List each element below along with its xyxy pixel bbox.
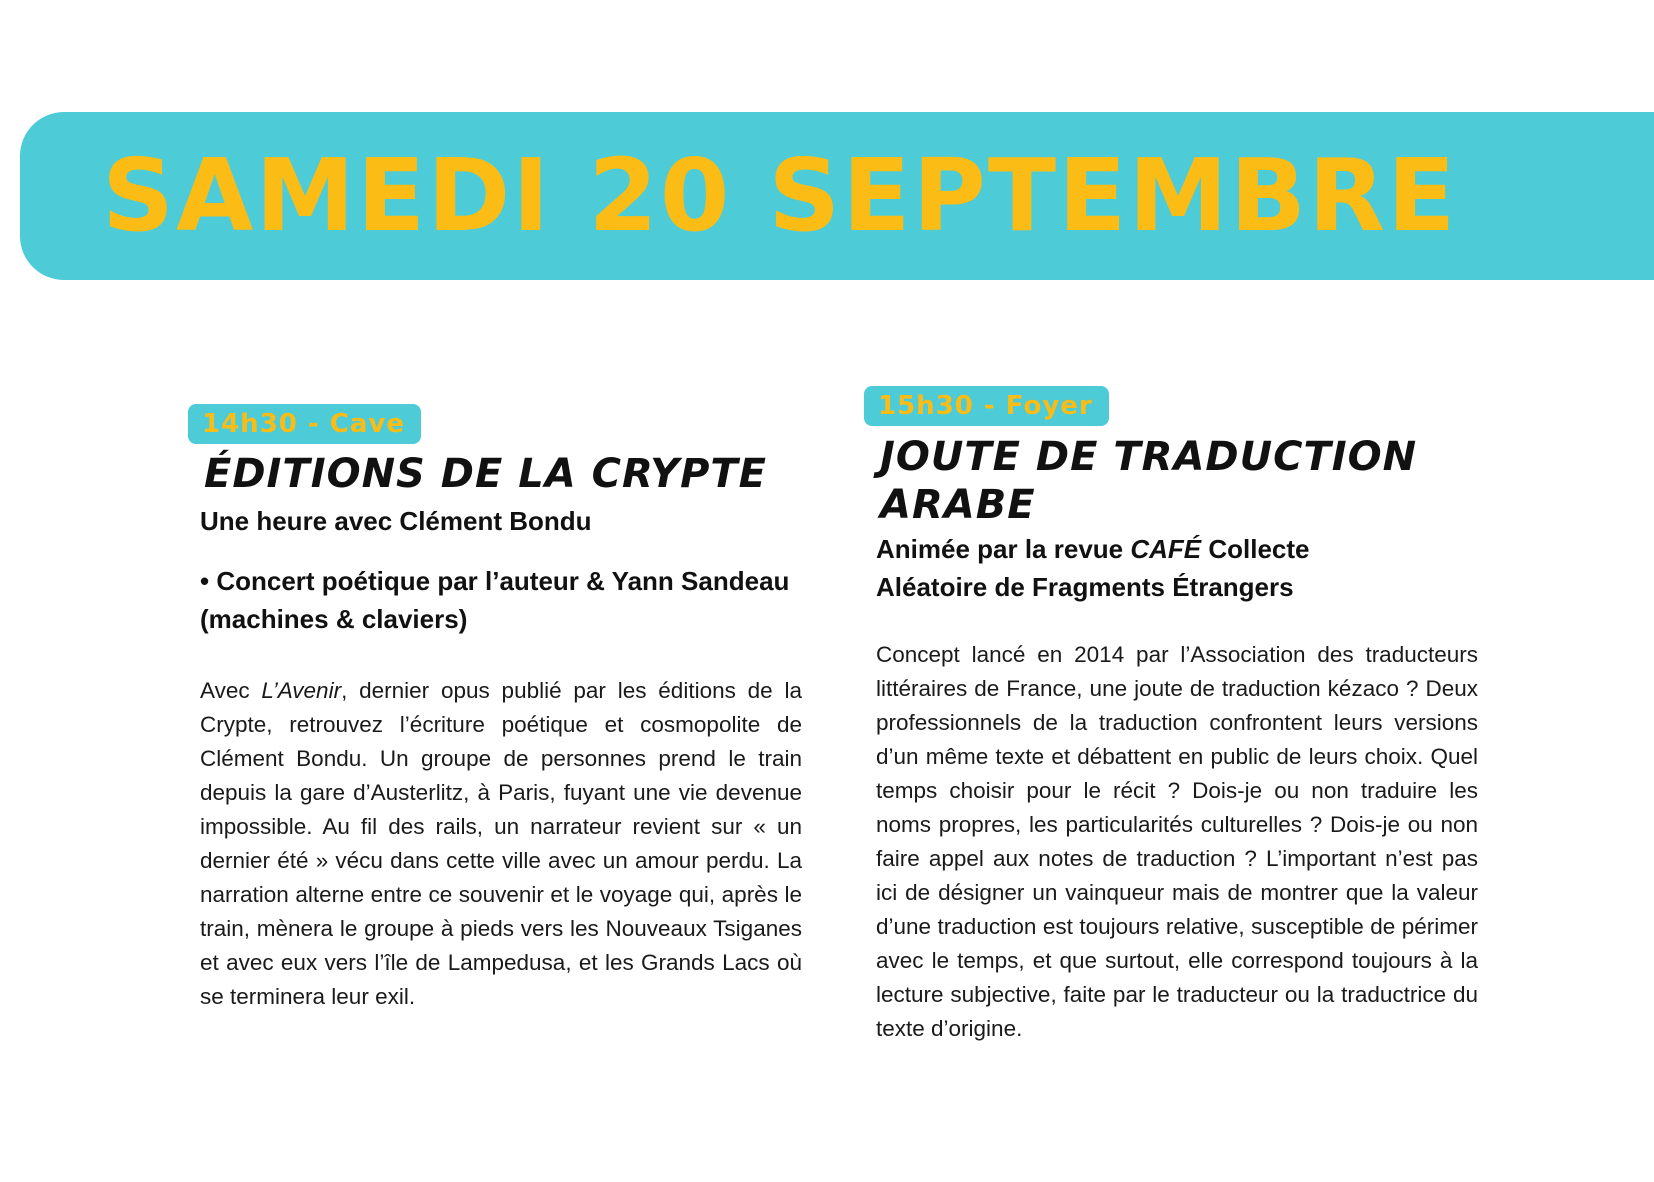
subtitle-rest: Collecte Aléatoire de Fragments Étrangers — [876, 534, 1310, 602]
event-title: JOUTE DE TRADUCTION ARABE — [880, 434, 1418, 528]
event-description: Concept lancé en 2014 par l’Association des traducteurs littéraires de France, une joute de traduction kézaco ? Deux professionnels de la traduction confrontent leurs versions d’un même texte et débattent en public de leurs choix. Quel temps choisir pour le récit ? Dois-je ou non traduire les noms propres, les particularités culturelles ? Dois-je ou non faire appel aux notes de traduction ? L’important n’est pas ici de désigner un vainqueur mais de montrer que la valeur d’une traduction est toujours relative, susceptible de périmer avec le temps, et que surtout, elle correspond toujours à la lecture subjective, faite par le traducteur ou la traductrice du texte d’origine. — [876, 642, 1478, 1041]
book-title: L’Avenir — [261, 678, 342, 703]
subtitle-prefix: Animée par la revue — [876, 534, 1131, 564]
event-program: • Concert poétique par l’auteur & Yann Sandeau (machines & claviers) — [200, 566, 790, 634]
review-name: CAFÉ — [1130, 534, 1202, 564]
date-title: SAMEDI 20 SEPTEMBRE — [102, 137, 1458, 254]
event-subtitle: Une heure avec Clément Bondu — [200, 506, 592, 536]
time-location-tag: 15h30 - Foyer — [864, 386, 1109, 426]
event-description — [200, 674, 802, 1014]
time-location-tag: 14h30 - Cave — [188, 404, 421, 444]
event-title: ÉDITIONS DE LA CRYPTE — [204, 451, 767, 497]
event-subtitle — [876, 530, 1396, 606]
description-rest: , dernier opus publié par les éditions de la Crypte, retrouvez l’écriture poétique et cosmopolite de Clément Bondu. Un groupe de personnes prend le train depuis la gare d’Austerlitz, à Paris, fuyant une vie devenue impossible. Au fil des rails, un narrateur revient sur « un dernier été » vécu dans cette ville avec un amour perdu. La narration alterne entre ce souvenir et le voyage qui, après le train, mènera le groupe à pieds vers les Nouveaux Tsiganes et avec eux vers l’île de Lampedusa, et les Grands Lacs où se terminera leur exil. — [200, 678, 802, 1009]
description-prefix: Avec — [200, 678, 262, 703]
